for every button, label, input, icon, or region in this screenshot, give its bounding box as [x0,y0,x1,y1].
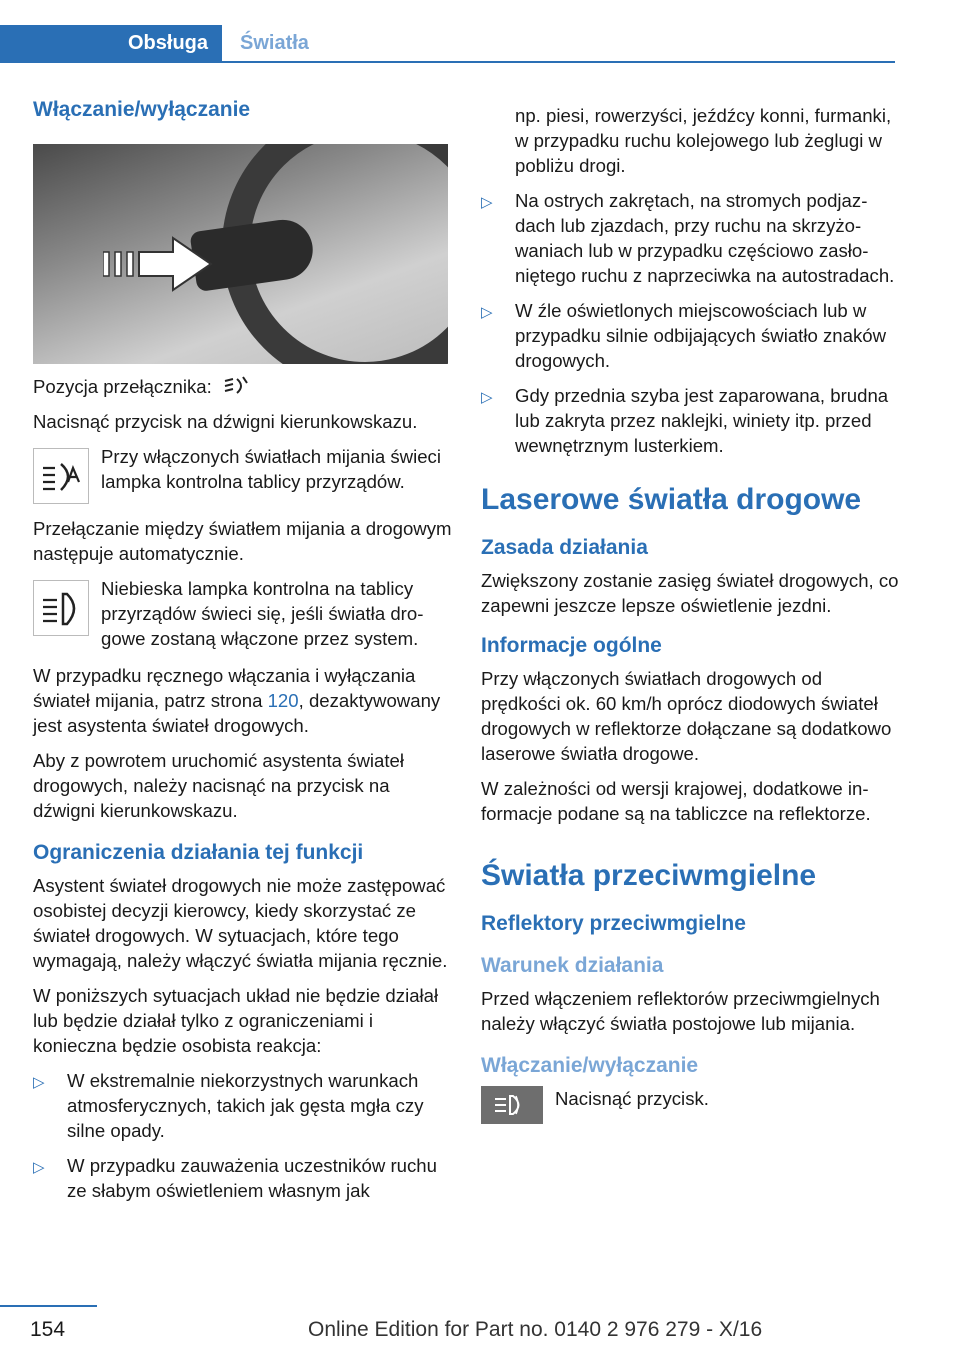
list-item-text: Gdy przednia szyba jest zaparowana, brudna lub zakryta przez naklejki, winiety itp. przed wewnętrznym lusterkiem. [515,385,889,456]
bullet-triangle-icon: ▷ [481,194,493,211]
indicator2-text: Niebieska lampka kontrolna na tablicy przyrządów świeci się, jeśli światła drogowe zostaną włączone przez system. [101,578,424,649]
limits-text: Asystent świateł drogowych nie może zastępować osobistej decyzji kierowcy, kiedy skorzystać ze świateł drogowych. W sytuacjach, które tego wymagają, należy włączyć światła mijania ręcznie. [33,875,448,971]
switch-position-label: Pozycja przełącznika: [33,376,212,397]
list-item-text: np. piesi, rowerzyści, jeźdźcy konni, furmanki, w przypadku ruchu kolejowego lub żeglugi w pobliżu drogi. [515,105,892,176]
edition-footer: Online Edition for Part no. 0140 2 976 279 - X/16 [308,1318,763,1341]
general-heading: Informacje ogólne [481,634,662,657]
tab-bar [0,25,895,63]
manual-text-after: , dezaktywowany jest asystenta świateł drogowych. [33,690,441,736]
fog-onoff-heading: Włączanie/wyłączanie [481,1054,699,1077]
situations-text: W poniższych sytuacjach układ nie będzie działał lub będzie działał tylko z ograniczeniami i konieczna będzie osobista reakcja: [33,985,439,1056]
left-column [33,96,453,1213]
list-item-text: W źle oświetlonych miejscowościach lub w przypadku silnie odbijających światło znaków drogowych. [515,300,887,371]
fog-heading: Światła przeciwmgielne [481,859,817,892]
list-item-text: Na ostrych zakrętach, na stromych podjazdach lub zjazdach, przy ruchu na skrzyżowaniach lub w przypadku częściowo zasłoniętego ruchu z naprzeciwka na autostradach. [515,190,895,286]
press-button-text: Nacisnąć przycisk. [555,1088,709,1109]
limits-list [33,1068,453,1203]
onoff-heading: Włączanie/wyłączanie [33,98,251,121]
manual-text-before: W przypadku ręcznego włączania i wyłączania świateł mijania, patrz strona [33,665,416,711]
fog-button-row [481,1086,901,1124]
press-arrow-icon [103,234,243,294]
limits-list-continued [481,103,901,458]
stalk-photo [33,144,448,364]
fog-light-button-icon[interactable] [481,1086,543,1124]
laser-heading: Laserowe światła drogowe [481,483,862,516]
principle-text: Zwiększony zostanie zasięg świateł drogowych, co zapewni jeszcze lepsze oświetlenie jezdni. [481,570,899,616]
fog-subheading: Reflektory przeciwmgielne [481,912,746,935]
principle-heading: Zasada działania [481,536,648,559]
switch-position-text [33,374,453,399]
country-text: W zależności od wersji krajowej, dodatkowe informacje podane są na tabliczce na reflektorze. [481,778,871,824]
indicator-row-1 [33,444,453,504]
general-text: Przy włączonych światłach drogowych od prędkości ok. 60 km/h oprócz diodowych świateł drogowych w reflektorze dołączane są dodatkowo laserowe światła drogowe. [481,668,892,764]
tab-swiatla[interactable]: Światła [240,32,309,54]
list-item [33,1153,453,1203]
page-link-120[interactable]: 120 [267,690,299,711]
bullet-triangle-icon: ▷ [481,389,493,406]
press-instruction: Nacisnąć przycisk na dźwigni kierunkowskazu. [33,411,418,432]
bullet-triangle-icon: ▷ [33,1074,45,1091]
indicator-row-2 [33,576,453,651]
high-beam-indicator-icon [33,580,89,636]
list-item [481,103,901,178]
condition-heading: Warunek działania [481,954,664,977]
list-item [33,1068,453,1143]
restart-text: Aby z powrotem uruchomić asystenta świateł drogowych, należy nacisnąć na przycisk na dźwigni kierunkowskazu. [33,750,404,821]
indicator1-text: Przy włączonych światłach mijania świeci lampka kontrolna tablicy przyrządów. [101,446,441,492]
tab-obsluga[interactable]: Obsługa [0,25,222,61]
bullet-triangle-icon: ▷ [33,1159,45,1176]
high-beam-assist-icon [223,375,249,397]
list-item-text: W przypadku zauważenia uczestników ruchu ze słabym oświetleniem własnym jak [67,1155,437,1201]
switching-text: Przełączanie między światłem mijania a drogowym następuje automatycznie. [33,518,452,564]
list-item-text: W ekstremalnie niekorzystnych warunkach atmosferycznych, takich jak gęsta mgła czy silne opady. [67,1070,424,1141]
high-beam-assist-indicator-icon [33,448,89,504]
list-item [481,188,901,288]
condition-text: Przed włączeniem reflektorów przeciwmgielnych należy włączyć światła postojowe lub mijania. [481,988,880,1034]
list-item [481,383,901,458]
right-column [481,103,901,1136]
page-number-rule [0,1305,97,1307]
list-item [481,298,901,373]
bullet-triangle-icon: ▷ [481,304,493,321]
manual-text [33,663,453,738]
limits-heading: Ograniczenia działania tej funkcji [33,841,364,864]
page-number: 154 [30,1318,66,1341]
